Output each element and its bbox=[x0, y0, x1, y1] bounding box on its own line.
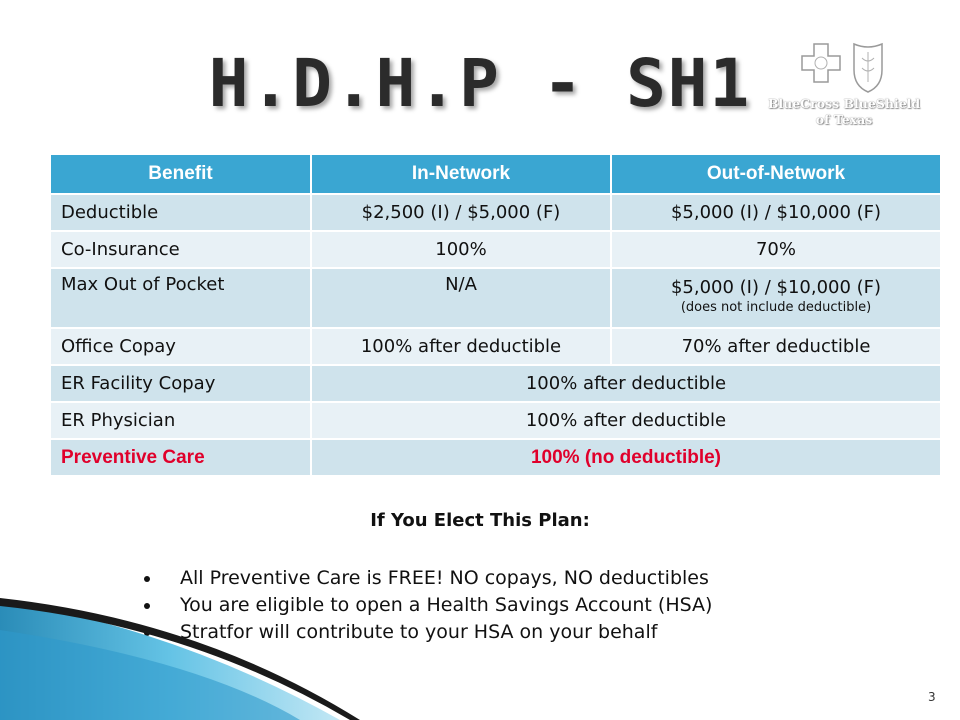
out-network-cell: 70% bbox=[611, 231, 941, 268]
benefit-cell: Preventive Care bbox=[50, 439, 311, 476]
page-number: 3 bbox=[928, 690, 936, 704]
table-header-row bbox=[50, 154, 941, 194]
header-benefit: Benefit bbox=[50, 154, 311, 194]
bullet-text: Stratfor will contribute to your HSA on your behalf bbox=[180, 621, 658, 643]
slide-title: H.D.H.P - SH1 bbox=[208, 45, 752, 122]
bullet-text: You are eligible to open a Health Savings Account (HSA) bbox=[180, 594, 713, 616]
in-network-cell: 100% bbox=[311, 231, 611, 268]
table-row bbox=[50, 231, 941, 268]
table-row bbox=[50, 365, 941, 402]
decorative-swoosh bbox=[0, 560, 560, 720]
in-network-cell: 100% after deductible bbox=[311, 328, 611, 365]
header-out-of-network: Out-of-Network bbox=[611, 154, 941, 194]
out-network-value: $5,000 (I) / $10,000 (F) bbox=[670, 277, 882, 298]
combined-cell: 100% after deductible bbox=[311, 402, 941, 439]
logo-line-1: BlueCross BlueShield bbox=[767, 96, 921, 111]
benefit-cell: Deductible bbox=[50, 194, 311, 231]
in-network-cell: N/A bbox=[311, 268, 611, 328]
logo-line-2: of Texas bbox=[815, 112, 873, 127]
out-network-cell bbox=[611, 268, 941, 328]
in-network-cell: $2,500 (I) / $5,000 (F) bbox=[311, 194, 611, 231]
out-network-note: (does not include deductible) bbox=[680, 300, 872, 315]
benefit-cell: ER Physician bbox=[50, 402, 311, 439]
election-heading: If You Elect This Plan: bbox=[370, 510, 590, 531]
table-row bbox=[50, 402, 941, 439]
cross-shield-icon bbox=[784, 38, 904, 96]
header-in-network: In-Network bbox=[311, 154, 611, 194]
bcbs-logo bbox=[758, 38, 930, 134]
benefits-table bbox=[49, 153, 942, 477]
benefit-cell: Co-Insurance bbox=[50, 231, 311, 268]
combined-cell: 100% after deductible bbox=[311, 365, 941, 402]
table-row bbox=[50, 439, 941, 476]
benefit-cell: ER Facility Copay bbox=[50, 365, 311, 402]
bullet-text: All Preventive Care is FREE! NO copays, NO deductibles bbox=[180, 567, 709, 589]
table-row bbox=[50, 328, 941, 365]
benefit-cell: Max Out of Pocket bbox=[50, 268, 311, 328]
out-network-cell: 70% after deductible bbox=[611, 328, 941, 365]
combined-cell: 100% (no deductible) bbox=[311, 439, 941, 476]
table-row bbox=[50, 268, 941, 328]
table-row bbox=[50, 194, 941, 231]
out-network-cell: $5,000 (I) / $10,000 (F) bbox=[611, 194, 941, 231]
benefit-cell: Office Copay bbox=[50, 328, 311, 365]
